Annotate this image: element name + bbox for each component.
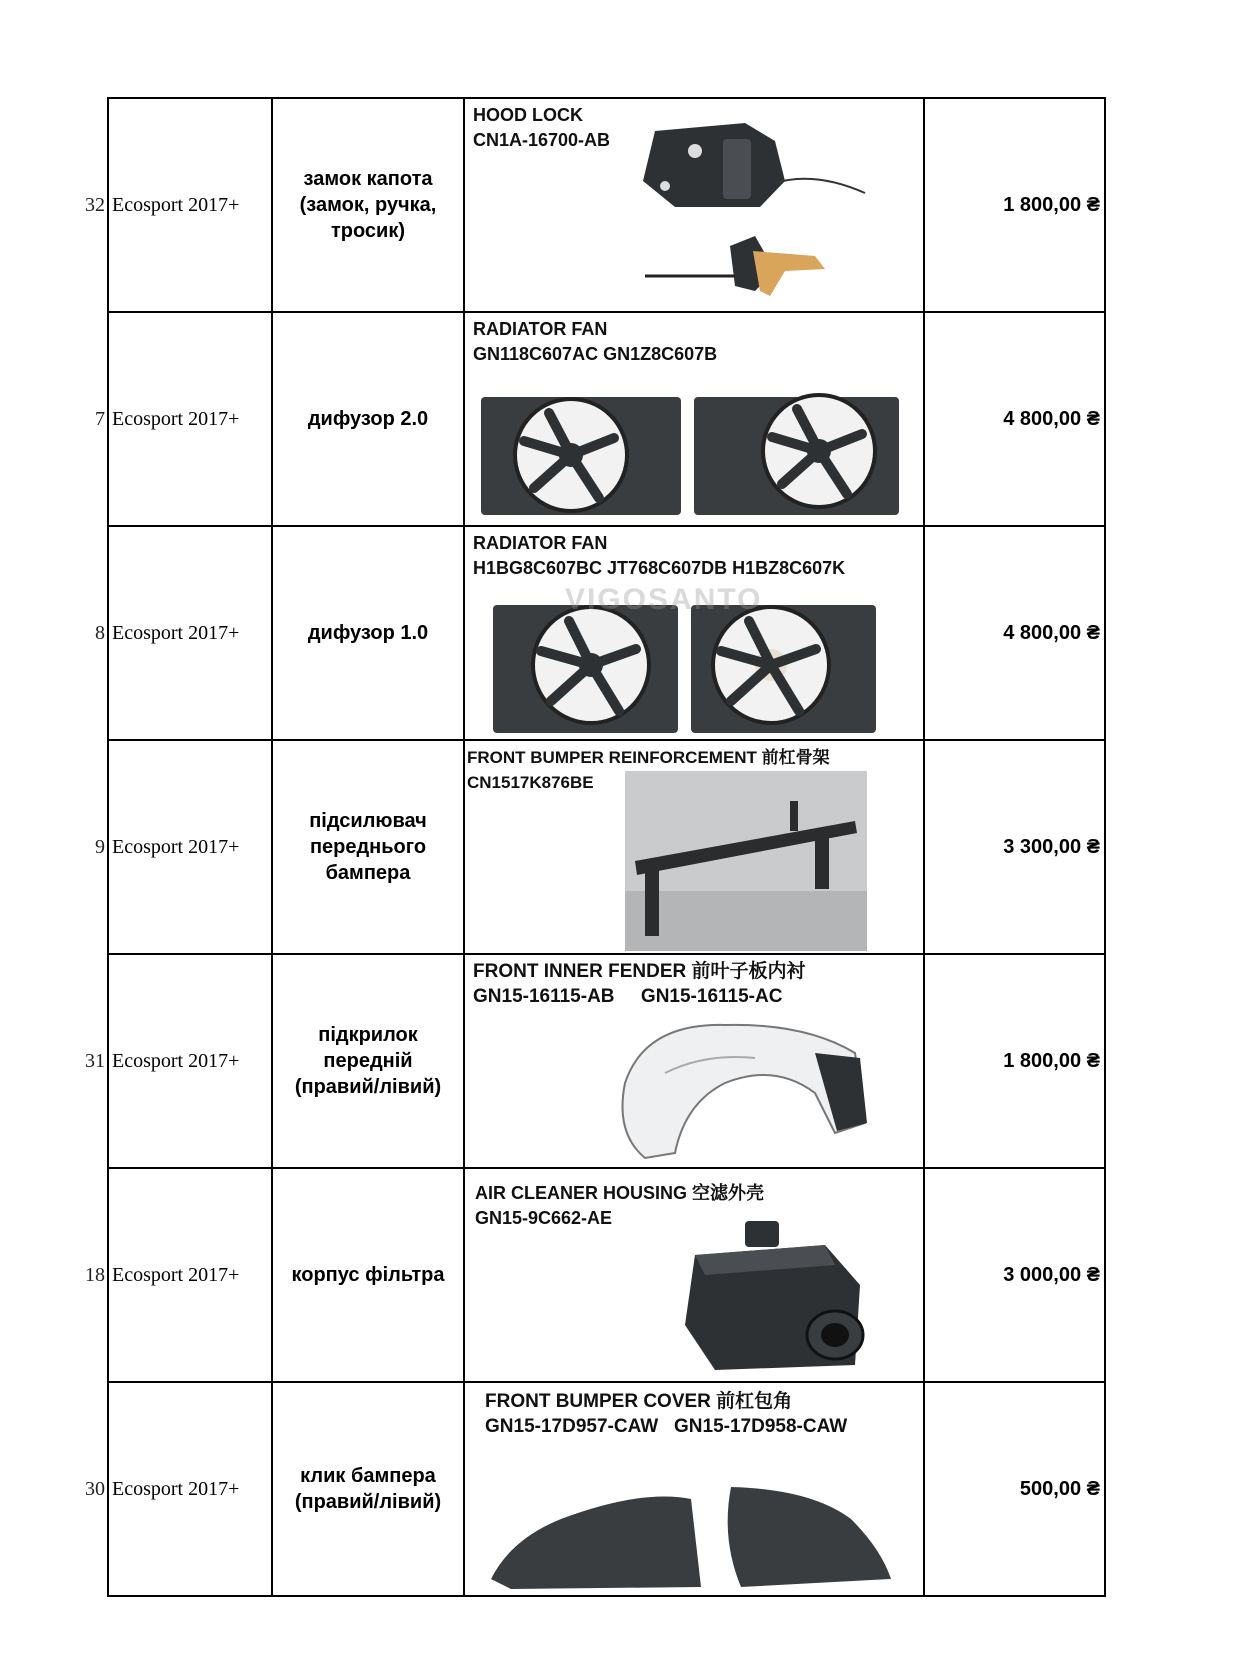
part-name: дифузор 1.0: [273, 527, 465, 739]
parts-price-table: [85, 97, 1106, 1599]
row-number: 18: [85, 1263, 105, 1286]
row-number: 7: [95, 407, 105, 430]
table-row: [85, 97, 1106, 311]
part-caption: [473, 531, 845, 581]
car-model: Ecosport 2017+: [109, 955, 273, 1167]
air-cleaner-housing-image: [675, 1215, 875, 1377]
part-photo-cell: [465, 1169, 925, 1381]
part-price: 3 000,00 ₴: [1003, 1263, 1100, 1286]
table-row: [85, 953, 1106, 1167]
radiator-fan-image: [479, 393, 909, 521]
table-row: [95, 525, 1106, 739]
part-caption: [485, 1389, 847, 1439]
radiator-fan-image: [491, 601, 881, 737]
part-name: клик бампера (правий/лівий): [273, 1383, 465, 1595]
row-number: 30: [85, 1477, 105, 1500]
caption-codes: GN15-9C662-AE: [475, 1208, 613, 1228]
row-number: 32: [85, 193, 105, 216]
table-row: [95, 739, 1106, 953]
part-photo-cell: [465, 955, 925, 1167]
caption-title: FRONT INNER FENDER 前叶子板内衬: [473, 961, 806, 982]
part-photo-cell: [465, 99, 925, 311]
car-model: Ecosport 2017+: [109, 1383, 273, 1595]
bumper-cover-image: [491, 1479, 891, 1591]
caption-codes: GN15-16115-AB GN15-16115-AC: [473, 986, 783, 1007]
part-price: 4 800,00 ₴: [1003, 621, 1100, 644]
caption-title: AIR CLEANER HOUSING 空滤外壳: [475, 1183, 765, 1203]
part-photo-cell: [465, 527, 925, 739]
part-price: 500,00 ₴: [1019, 1477, 1100, 1500]
row-number: 9: [95, 835, 105, 858]
car-model: Ecosport 2017+: [109, 527, 273, 739]
part-name: підкрилок передній (правий/лівий): [273, 955, 465, 1167]
table-row: [95, 311, 1106, 525]
row-number: 31: [85, 1049, 105, 1072]
inner-fender-image: [605, 1013, 875, 1163]
part-caption: [473, 103, 610, 153]
caption-codes: CN1517K876BE: [467, 773, 594, 792]
part-photo-cell: [465, 1383, 925, 1595]
part-name: дифузор 2.0: [273, 313, 465, 525]
caption-title: FRONT BUMPER COVER 前杠包角: [485, 1391, 793, 1412]
table-row: [85, 1167, 1106, 1381]
caption-title: HOOD LOCK: [473, 105, 583, 125]
caption-codes: GN118C607AC GN1Z8C607B: [473, 344, 718, 364]
hood-lock-image: [635, 111, 895, 303]
part-price: 3 300,00 ₴: [1003, 835, 1100, 858]
watermark: VIGOSANTO: [565, 583, 763, 616]
part-name: підсилювач переднього бампера: [273, 741, 465, 953]
part-photo-cell: [465, 313, 925, 525]
table-row: [85, 1381, 1106, 1597]
part-photo-cell: [465, 741, 925, 953]
caption-codes: CN1A-16700-AB: [473, 130, 611, 150]
part-price: 1 800,00 ₴: [1003, 193, 1100, 216]
caption-codes: GN15-17D957-CAW GN15-17D958-CAW: [485, 1416, 848, 1437]
caption-title: RADIATOR FAN: [473, 533, 608, 553]
row-number: 8: [95, 621, 105, 644]
part-price: 4 800,00 ₴: [1003, 407, 1100, 430]
caption-title: RADIATOR FAN: [473, 319, 608, 339]
car-model: Ecosport 2017+: [109, 1169, 273, 1381]
car-model: Ecosport 2017+: [109, 99, 273, 311]
car-model: Ecosport 2017+: [109, 741, 273, 953]
caption-title: FRONT BUMPER REINFORCEMENT 前杠骨架: [467, 748, 830, 767]
part-price: 1 800,00 ₴: [1003, 1049, 1100, 1072]
part-caption: [473, 959, 806, 1009]
part-caption: [473, 317, 717, 367]
part-name: корпус фільтра: [273, 1169, 465, 1381]
car-model: Ecosport 2017+: [109, 313, 273, 525]
part-name: замок капота (замок, ручка, тросик): [273, 99, 465, 311]
caption-codes: H1BG8C607BC JT768C607DB H1BZ8C607K: [473, 558, 846, 578]
bumper-reinforcement-image: [625, 771, 867, 951]
